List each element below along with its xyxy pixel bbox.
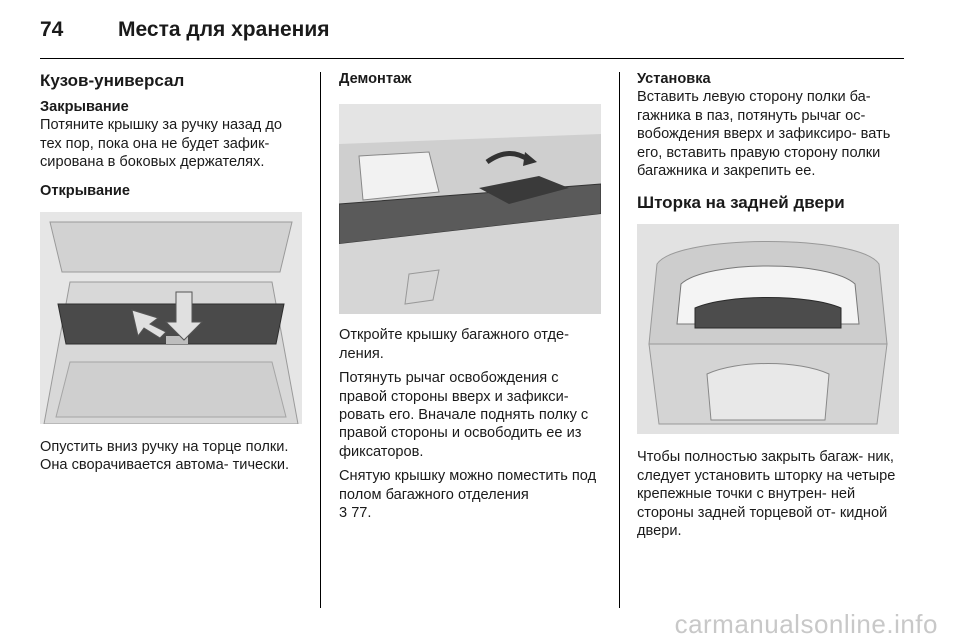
- heading-installation: Установка: [637, 71, 711, 87]
- heading-opening: Открывание: [40, 182, 130, 199]
- watermark: carmanualsonline.info: [674, 609, 938, 639]
- column-divider-1: [320, 72, 321, 608]
- tailgate-curtain-illustration: [637, 224, 899, 434]
- text-tailgate: Чтобы полностью закрыть багаж- ник, следует установить шторку на четыре крепежные точки с внутрен- ней стороны задней торцевой от- кидной двери.: [637, 449, 896, 540]
- header-rule: [40, 58, 904, 59]
- cargo-cover-illustration: [40, 212, 302, 424]
- page-number: 74: [40, 18, 64, 41]
- text-removal-2: Потянуть рычаг освобождения с правой стороны вверх и зафикси- ровать его. Вначале поднять полку с правой стороны и освободить ее из фиксаторов.: [339, 370, 589, 460]
- column-divider-2: [619, 72, 620, 608]
- heading-removal: Демонтаж: [339, 71, 412, 87]
- text-removal-1: Откройте крышку багажного отде- ления.: [339, 327, 569, 362]
- page-reference-arrow: 3: [339, 505, 348, 522]
- heading-closing: Закрывание: [40, 99, 129, 115]
- text-closing: Потяните крышку за ручку назад до тех пор, пока она не будет зафик- сирована в боковых держателях.: [40, 117, 283, 171]
- column-1: [40, 70, 302, 475]
- column-3: [637, 70, 901, 540]
- section-title-tailgate: Шторка на задней двери: [637, 193, 845, 213]
- figure-tailgate-curtain: [637, 224, 899, 434]
- page-title: Места для хранения: [118, 18, 330, 41]
- figure-cover-opening: [40, 212, 302, 424]
- text-opening: Опустить вниз ручку на торце полки. Она сворачивается автома- тически.: [40, 439, 290, 474]
- column-2: [339, 70, 601, 522]
- section-title-estate: Кузов-универсал: [40, 71, 185, 90]
- text-removal-3: [339, 467, 601, 522]
- text-installation: Вставить левую сторону полки ба- гажника в паз, потянуть рычаг ос- вобождения вверх и зафиксиро- вать его, вставить правую сторону полки багажника и закрепить ее.: [637, 89, 891, 180]
- cargo-cover-removal-illustration: [339, 104, 601, 314]
- page-reference-link[interactable]: 77.: [351, 505, 372, 522]
- figure-cover-removal: [339, 104, 601, 314]
- text-storage: Снятую крышку можно поместить под полом багажного отделения: [339, 468, 597, 503]
